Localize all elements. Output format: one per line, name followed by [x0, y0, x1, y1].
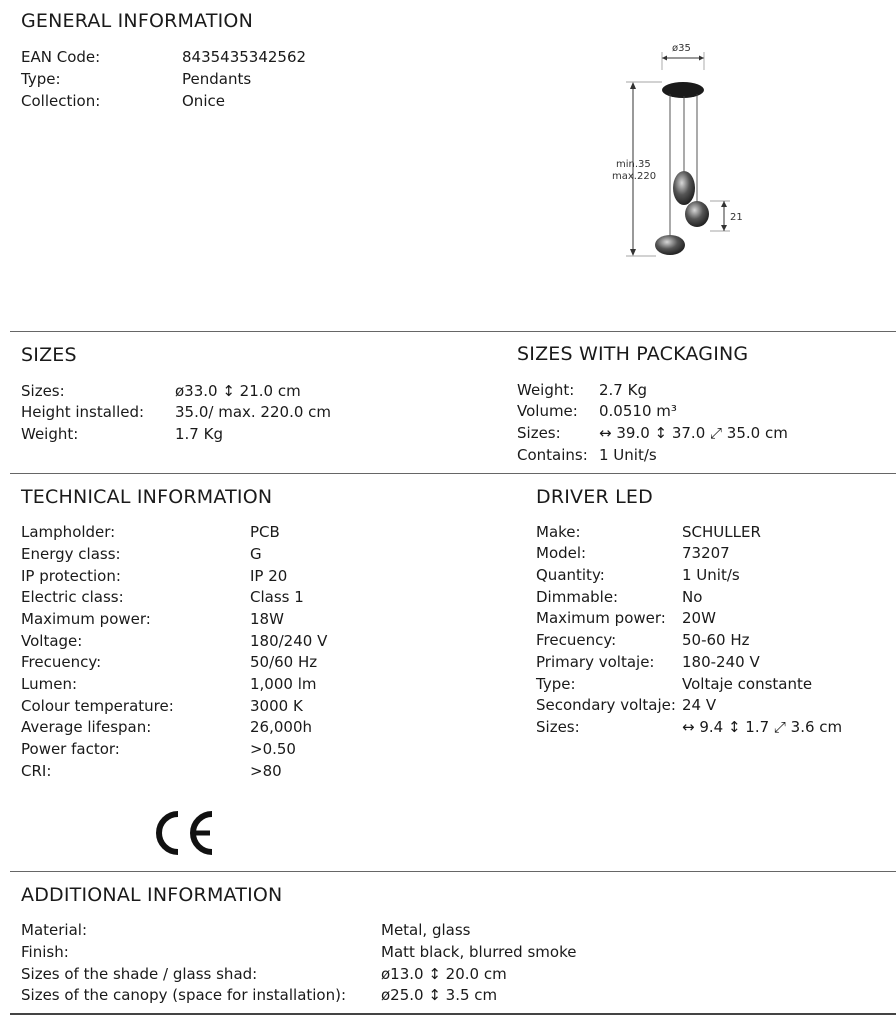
row-value: IP 20 — [250, 567, 288, 585]
glass-shade — [673, 171, 695, 205]
row-value: ø13.0 ↕ 20.0 cm — [381, 965, 507, 983]
row-value: G — [250, 545, 262, 563]
row-label: Frecuency: — [21, 653, 102, 671]
row-value: 50/60 Hz — [250, 653, 318, 671]
section-divider — [10, 331, 896, 332]
row-value: ø33.0 ↕ 21.0 cm — [175, 382, 301, 400]
packaging-title: SIZES WITH PACKAGING — [517, 343, 749, 365]
row-value: Voltaje constante — [682, 675, 813, 693]
row-value: 2.7 Kg — [599, 381, 647, 399]
ce-mark-icon — [150, 808, 216, 858]
row-label: Secondary voltaje: — [536, 696, 676, 714]
row-label: Sizes of the canopy (space for installation): — [21, 986, 347, 1004]
row-value: 8435435342562 — [182, 48, 307, 66]
row-label: Maximum power: — [21, 610, 151, 628]
row-label: Make: — [536, 523, 581, 541]
row-value: 73207 — [682, 544, 730, 562]
row-value: 24 V — [682, 696, 717, 714]
row-label: CRI: — [21, 762, 52, 780]
row-label: Weight: — [517, 381, 575, 399]
glass-shade — [685, 201, 709, 227]
row-value: 18W — [250, 610, 284, 628]
row-label: Dimmable: — [536, 588, 619, 606]
row-value: 180/240 V — [250, 632, 328, 650]
row-label: Collection: — [21, 92, 101, 110]
product-dimension-diagram — [600, 36, 770, 266]
row-label: Colour temperature: — [21, 697, 174, 715]
row-value: Matt black, blurred smoke — [381, 943, 577, 961]
row-value: No — [682, 588, 703, 606]
row-label: Model: — [536, 544, 587, 562]
row-label: Height installed: — [21, 403, 145, 421]
row-label: Type: — [536, 675, 576, 693]
row-label: Finish: — [21, 943, 69, 961]
driver-title: DRIVER LED — [536, 486, 653, 508]
row-label: Contains: — [517, 446, 588, 464]
height-min-label: min.35 — [616, 159, 651, 170]
row-value: 20W — [682, 609, 716, 627]
row-value: ↔ 39.0 ↕ 37.0 ⤢ 35.0 cm — [599, 424, 788, 442]
glass-shade — [655, 235, 685, 255]
row-value: 50-60 Hz — [682, 631, 750, 649]
section-divider — [10, 871, 896, 872]
row-label: EAN Code: — [21, 48, 101, 66]
row-label: Sizes: — [21, 382, 65, 400]
diameter-label: ø35 — [672, 43, 691, 54]
height-max-label: max.220 — [612, 171, 657, 182]
row-label: Weight: — [21, 425, 79, 443]
section-divider — [10, 1013, 896, 1015]
row-label: Sizes: — [536, 718, 580, 736]
row-value: 0.0510 m³ — [599, 402, 677, 420]
row-value: 180-240 V — [682, 653, 760, 671]
row-label: Volume: — [517, 402, 578, 420]
row-value: 1 Unit/s — [682, 566, 740, 584]
row-label: Lumen: — [21, 675, 78, 693]
row-label: IP protection: — [21, 567, 121, 585]
row-label: Type: — [21, 70, 61, 88]
row-label: Electric class: — [21, 588, 124, 606]
row-label: Average lifespan: — [21, 718, 152, 736]
row-label: Power factor: — [21, 740, 120, 758]
row-label: Maximum power: — [536, 609, 666, 627]
row-value: 3000 K — [250, 697, 303, 715]
row-label: Frecuency: — [536, 631, 617, 649]
row-value: Class 1 — [250, 588, 304, 606]
row-value: Pendants — [182, 70, 252, 88]
section-divider — [10, 473, 896, 474]
row-value: >80 — [250, 762, 282, 780]
row-value: >0.50 — [250, 740, 296, 758]
row-value: ↔ 9.4 ↕ 1.7 ⤢ 3.6 cm — [682, 718, 843, 736]
row-value: Onice — [182, 92, 225, 110]
row-label: Quantity: — [536, 566, 605, 584]
sizes-title: SIZES — [21, 344, 77, 366]
row-value: 35.0/ max. 220.0 cm — [175, 403, 332, 421]
row-value: 26,000h — [250, 718, 312, 736]
row-label: Sizes of the shade / glass shad: — [21, 965, 258, 983]
general-title: GENERAL INFORMATION — [21, 10, 253, 32]
row-label: Material: — [21, 921, 87, 939]
shade-height-label: 21 — [730, 212, 743, 223]
canopy — [662, 82, 704, 98]
row-value: 1 Unit/s — [599, 446, 657, 464]
row-value: Metal, glass — [381, 921, 471, 939]
row-label: Sizes: — [517, 424, 561, 442]
row-value: ø25.0 ↕ 3.5 cm — [381, 986, 498, 1004]
row-value: 1,000 lm — [250, 675, 317, 693]
row-label: Lampholder: — [21, 523, 116, 541]
row-value: 1.7 Kg — [175, 425, 223, 443]
row-value: SCHULLER — [682, 523, 761, 541]
row-label: Voltage: — [21, 632, 83, 650]
technical-title: TECHNICAL INFORMATION — [21, 486, 273, 508]
row-label: Energy class: — [21, 545, 121, 563]
row-value: PCB — [250, 523, 280, 541]
row-label: Primary voltaje: — [536, 653, 655, 671]
additional-title: ADDITIONAL INFORMATION — [21, 884, 283, 906]
